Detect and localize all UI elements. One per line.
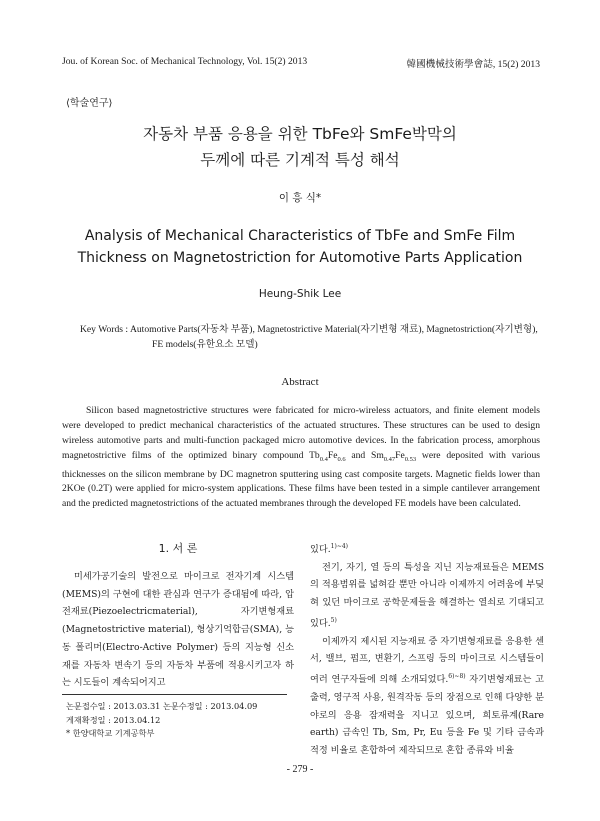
journal-header-right: 韓國機械技術學會誌, 15(2) 2013 [406, 59, 540, 70]
footnotes [66, 700, 257, 741]
introduction-paragraph-3: 이제까지 제시된 지능재료 중 자기변형재료를 응용한 센서, 밸브, 펌프, 변환기, 스프링 등의 마이크로 시스템들이 여러 연구자들에 의해 소개되었다.$^{6)\sim 8)}$ 자기변형재료는 고출력, 영구적 사용, 원격작동 등의 장점으로 인해 다양한 분야로의 응용 잠재력을 지니고 있으며, 희토류계(Rare earth) 금속인 Tb, Sm, Pr, Eu 등을 Fe 및 기타 금속과 적정 비율로 혼합하여 제작되므로 혼합 종류와 비율 [310, 635, 545, 756]
keywords [80, 322, 550, 352]
introduction-right-column [310, 538, 544, 760]
footnote-divider [62, 694, 287, 695]
footnote-accepted: 게재확정일 : 2013.04.12 [66, 714, 161, 725]
introduction-paragraph-1: 미세가공기술의 발전으로 마이크로 전자기계 시스템(MEMS)의 구현에 대한 관심과 연구가 증대됨에 따라, 압전재료(Piezoelectricmaterial), 자기변형재료(Magnetostrictive material), 형상기억합금(SMA), 능동 폴리머(Electro-Active Polymer) 등의 지능형 신소재를 자동차 변속기 등의 자동차 부품에 적용시키고자 하는 시도들이 계속되어지고 [62, 571, 294, 689]
english-title-line2: Thickness on Magnetostriction for Automotive Parts Application [77, 250, 523, 266]
english-title-line1: Analysis of Mechanical Characteristics of TbFe and SmFe Film [84, 228, 516, 244]
korean-title-line1: 자동차 부품 응용을 위한 TbFe와 SmFe박막의 [143, 125, 457, 143]
keywords-line1: Key Words : Automotive Parts(자동차 부품), Magnetostrictive Material(자기변형 재료), Magnetostriction(자기변형), [80, 324, 538, 335]
english-author: Heung-Shik Lee [258, 288, 342, 300]
abstract-body: Silicon based magnetostrictive structures were fabricated for micro-wireless actuators, and finite element models were developed to predict mechanical characteristics of the actuated structures. These structures can be used to design wireless automotive parts and multi-function packaged micro automotive devices. In the fabrication process, amorphous magnetostrictive films of the optimized binary compound $Tb_{0.4}Fe_{0.6}$ and $Sm_{0.47}Fe_{0.53}$ were deposited with various thicknesses on the silicon membrane by DC magnetron sputtering using cast composite targets. Magnetic fields lower than 2KOe (0.2T) were applied for micro-system applications. These films have been tested in a simple cantilever arrangement and the predicted magnetostrictions of the actuated membranes through the developed FE models have been calculated. [62, 405, 540, 510]
korean-author: 이 흥 식* [278, 192, 322, 204]
korean-title [0, 121, 600, 173]
english-title [0, 225, 600, 269]
introduction-left-column [62, 568, 294, 692]
section-heading-introduction: 1. 서 론 [158, 542, 198, 555]
korean-title-line2: 두께에 따른 기계적 특성 해석 [200, 151, 400, 169]
keywords-line2: FE models(유한요소 모델) [152, 339, 258, 350]
introduction-paragraph-2: 전기, 자기, 열 등의 특성을 지닌 지능재료들은 MEMS의 적용범위를 넓혀갈 뿐만 아니라 이제까지 어려움에 부딪혀 있던 마이크로 공학문제들을 해결하는 열쇠로 기대되고 있다.$^{5)}$ [310, 561, 544, 629]
article-category: ⟨학술연구⟩ [66, 98, 113, 109]
footnote-affiliation: * 한양대학교 기계공학부 [66, 728, 155, 738]
page-number: - 279 - [286, 764, 314, 775]
abstract-heading: Abstract [281, 376, 319, 388]
footnote-received: 논문접수일 : 2013.03.31 논문수정일 : 2013.04.09 [66, 701, 258, 711]
introduction-continuation: 있다.$^{1)\sim 4)}$ [310, 543, 349, 556]
journal-header-left: Jou. of Korean Soc. of Mechanical Technology, Vol. 15(2) 2013 [62, 56, 308, 67]
